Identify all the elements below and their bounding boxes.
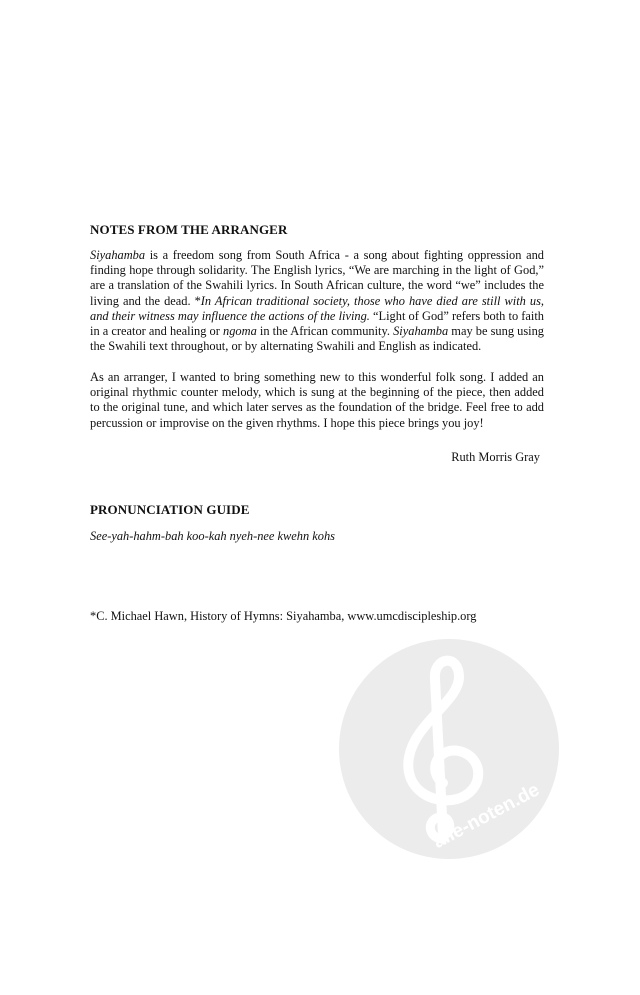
notes-paragraph-2: As an arranger, I wanted to bring something new to this wonderful folk song. I added an original rhythmic counter melody, which is sung at the beginning of the piece, then added to the original tune, and which later serves as the foundation of the bridge. Feel free to add percussion or improvise on the given rhythms. I hope this piece brings you joy! — [90, 370, 544, 430]
p1-text-a: is a freedom song from South Africa - a song about fighting oppression and finding hope through solidarity. The English lyrics, “We are marching in the light of God,” are a translation of the Swahili lyrics. In South African culture, the word “we” includes the living and the dead. * — [90, 248, 544, 308]
quote-italic: In African traditional society, those who have died are still with us, and their witness may influence the actions of the living. — [90, 293, 544, 323]
footnote: *C. Michael Hawn, History of Hymns: Siyahamba, www.umcdiscipleship.org — [90, 609, 477, 623]
song-title-italic-2: Siyahamba — [393, 324, 449, 339]
p1-text-b: “Light of God” refers both to faith in a creator and healing or — [90, 308, 544, 339]
song-title-italic: Siyahamba — [90, 248, 146, 262]
watermark-text: alle-noten.de — [429, 779, 544, 853]
pronunciation-text: See-yah-hahm-bah koo-kah nyeh-nee kwehn kohs — [90, 529, 335, 543]
notes-paragraph-1 — [90, 248, 544, 354]
arranger-signature: Ruth Morris Gray — [451, 450, 540, 464]
p1-text-d: may be sung using the Swahili text throughout, or by alternating Swahili and English as indicated. — [90, 324, 544, 354]
p1-text-c: in the African community. — [256, 324, 394, 339]
treble-clef-watermark-icon — [339, 639, 559, 859]
ngoma-italic: ngoma — [223, 324, 257, 339]
notes-heading: NOTES FROM THE ARRANGER — [90, 222, 288, 237]
pronunciation-heading: PRONUNCIATION GUIDE — [90, 502, 250, 517]
